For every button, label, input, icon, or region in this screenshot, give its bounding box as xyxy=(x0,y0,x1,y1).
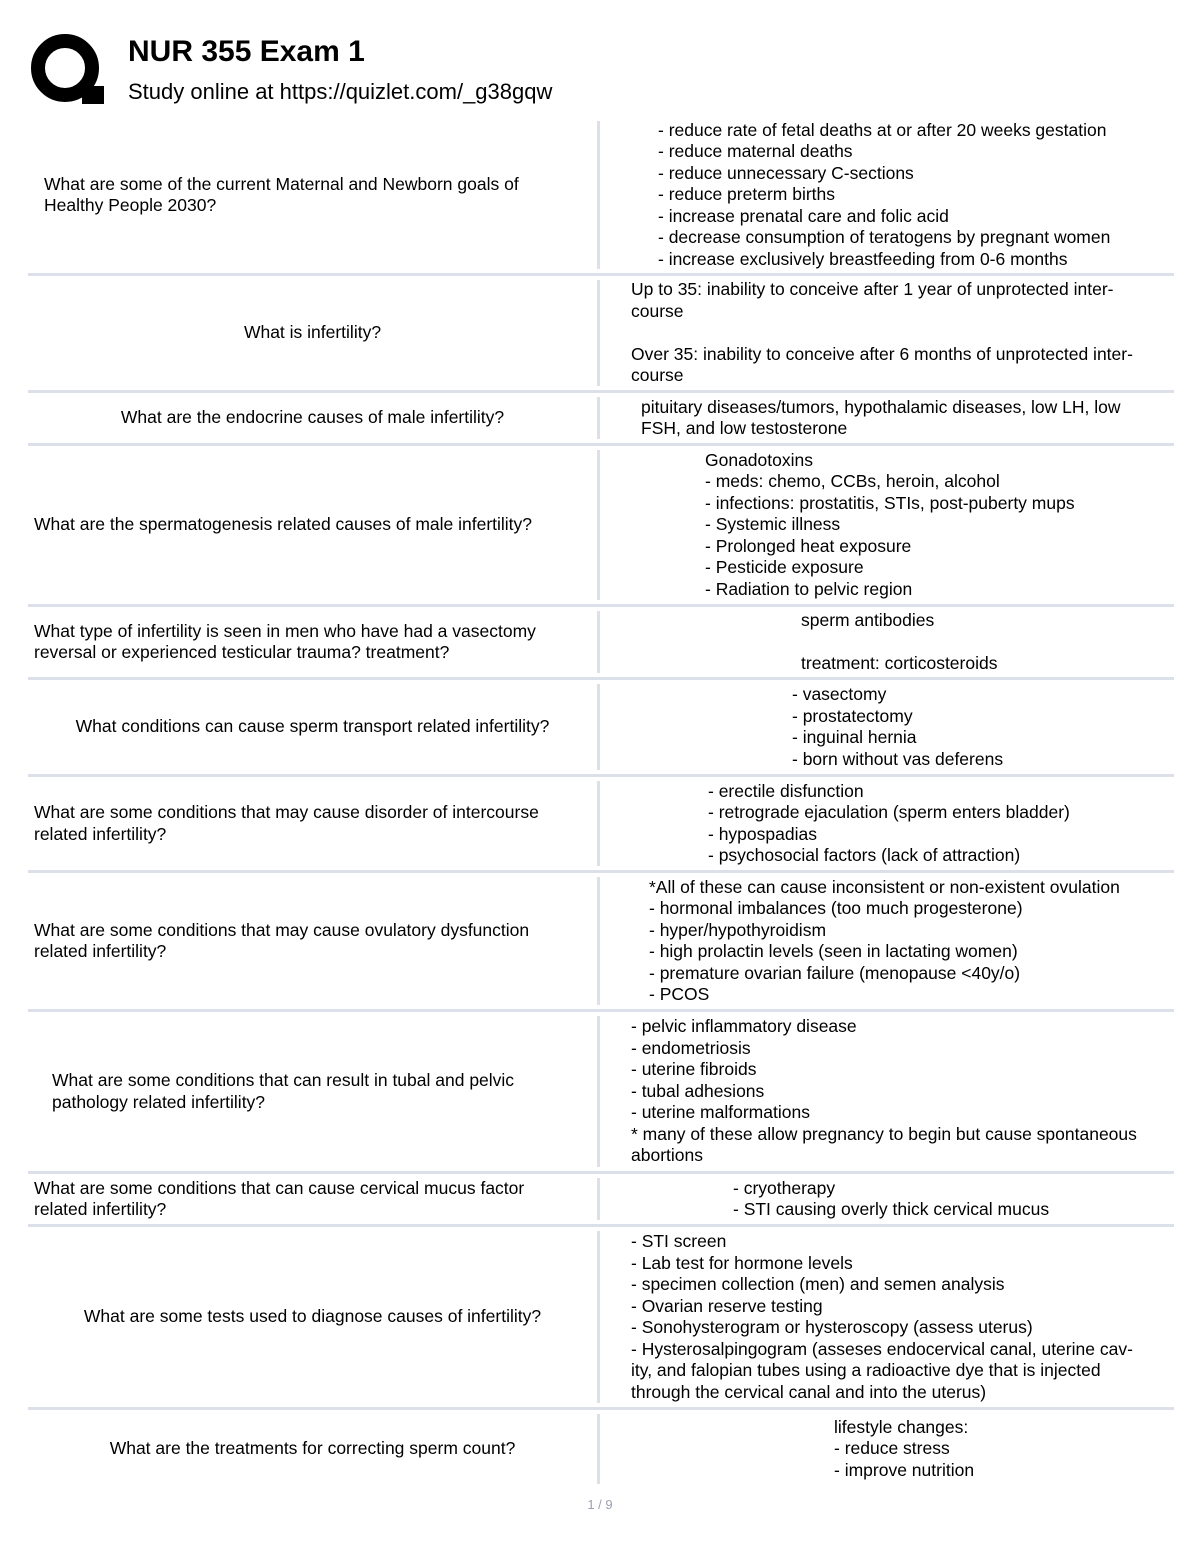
card-answer xyxy=(601,446,1174,604)
answer-text: - erectile disfunction - retrograde ejaculation (sperm enters bladder) - hypospadias - psychosocial factors (lack of attraction) xyxy=(708,780,1070,865)
column-divider xyxy=(597,684,600,770)
question-text: What are some conditions that can result in tubal and pelvic pathology related infertility? xyxy=(52,1070,515,1112)
question-text: What are some conditions that may cause disorder of intercourse related infertility? xyxy=(34,802,539,844)
question-text: What are the endocrine causes of male infertility? xyxy=(120,407,505,428)
set-url-subtitle: Study online at https://quizlet.com/_g38gqw xyxy=(128,79,553,104)
answer-text: Up to 35: inability to conceive after 1 year of unprotected inter- course Over 35: inability to conceive after 6 months of unprotected inter- course xyxy=(631,279,1133,386)
card-row xyxy=(28,607,1174,680)
card-row xyxy=(28,1012,1174,1174)
card-question xyxy=(28,777,597,870)
question-text: What are some conditions that may cause ovulatory dysfunction related infertility? xyxy=(34,919,530,961)
page-number: 1 / 9 xyxy=(587,1497,613,1512)
card-row xyxy=(28,393,1174,446)
column-divider xyxy=(597,611,600,673)
answer-text: *All of these can cause inconsistent or non-existent ovulation - hormonal imbalances (too much progesterone) - hyper/hypothyroidism - high prolactin levels (seen in lactating women) - premature ovarian failure (menopause <40y/o) - PCOS xyxy=(649,876,1120,1004)
card-answer xyxy=(601,1410,1174,1488)
card-answer xyxy=(601,680,1174,774)
column-divider xyxy=(597,280,600,386)
question-text: What are the spermatogenesis related causes of male infertility? xyxy=(34,514,533,535)
answer-text: pituitary diseases/tumors, hypothalamic diseases, low LH, low FSH, and low testosterone xyxy=(641,396,1121,438)
answer-text: lifestyle changes: - reduce stress - improve nutrition xyxy=(834,1416,975,1480)
card-row xyxy=(28,873,1174,1012)
card-question xyxy=(28,276,597,390)
column-divider xyxy=(597,121,600,269)
question-text: What type of infertility is seen in men who have had a vasectomy reversal or experienced testicular trauma? treatment? xyxy=(34,620,536,662)
card-question xyxy=(28,680,597,774)
column-divider xyxy=(597,877,600,1005)
page-header xyxy=(28,28,1178,112)
card-answer xyxy=(601,1174,1174,1224)
question-text: What are some of the current Maternal and Newborn goals of Healthy People 2030? xyxy=(44,173,519,215)
card-row xyxy=(28,680,1174,777)
column-divider xyxy=(597,1016,600,1167)
card-answer xyxy=(601,607,1174,677)
quizlet-logo-icon xyxy=(28,28,108,108)
card-question xyxy=(28,873,597,1009)
card-question xyxy=(28,1012,597,1171)
answer-text: - reduce rate of fetal deaths at or after 20 weeks gestation - reduce maternal deaths - reduce unnecessary C-sections - reduce preterm births - increase prenatal care and folic acid - decrease consumption of teratogens by pregnant women - increase exclusively breastfeeding from 0-6 months xyxy=(658,119,1111,269)
question-text: What is infertility? xyxy=(243,322,382,343)
card-answer xyxy=(601,1227,1174,1407)
card-answer xyxy=(601,117,1174,273)
column-divider xyxy=(597,1414,600,1484)
question-text: What are some tests used to diagnose causes of infertility? xyxy=(83,1306,542,1327)
column-divider xyxy=(597,781,600,866)
card-question xyxy=(28,607,597,677)
card-row xyxy=(28,276,1174,393)
card-question xyxy=(28,1227,597,1407)
answer-text: - vasectomy - prostatectomy - inguinal hernia - born without vas deferens xyxy=(792,684,1004,769)
question-text: What conditions can cause sperm transport related infertility? xyxy=(75,716,550,737)
card-answer xyxy=(601,276,1174,390)
answer-text: - STI screen - Lab test for hormone levels - specimen collection (men) and semen analysis - Ovarian reserve testing - Sonohysterogram or hysteroscopy (assess uterus) - Hysterosalpingogram (asseses endocervical canal, uterine cav- ity, and falopian tubes using a radioactive dye that is injected through the cervical canal and into the uterus) xyxy=(631,1231,1133,1402)
answer-text: Gonadotoxins - meds: chemo, CCBs, heroin, alcohol - infections: prostatitis, STIs, post-puberty mups - Systemic illness - Prolonged heat exposure - Pesticide exposure - Radiation to pelvic region xyxy=(705,449,1075,599)
card-row xyxy=(28,1227,1174,1410)
card-answer xyxy=(601,1012,1174,1171)
column-divider xyxy=(597,450,600,600)
card-question xyxy=(28,117,597,273)
column-divider xyxy=(597,1178,600,1220)
column-divider xyxy=(597,397,600,439)
column-divider xyxy=(597,1231,600,1403)
answer-text: sperm antibodies treatment: corticosteroids xyxy=(801,609,998,673)
card-question xyxy=(28,393,597,443)
question-text: What are the treatments for correcting sperm count? xyxy=(109,1438,516,1459)
card-answer xyxy=(601,393,1174,443)
card-row xyxy=(28,1174,1174,1227)
answer-text: - cryotherapy - STI causing overly thick cervical mucus xyxy=(733,1177,1050,1219)
card-question xyxy=(28,446,597,604)
card-question xyxy=(28,1174,597,1224)
card-row xyxy=(28,1410,1174,1488)
card-row xyxy=(28,446,1174,607)
card-question xyxy=(28,1410,597,1488)
question-text: What are some conditions that can cause cervical mucus factor related infertility? xyxy=(34,1177,525,1219)
card-row xyxy=(28,117,1174,276)
set-title: NUR 355 Exam 1 xyxy=(128,35,365,68)
card-answer xyxy=(601,777,1174,870)
card-row xyxy=(28,777,1174,873)
card-answer xyxy=(601,873,1174,1009)
answer-text: - pelvic inflammatory disease - endometriosis - uterine fibroids - tubal adhesions - uterine malformations * many of these allow pregnancy to begin but cause spontaneous abortions xyxy=(631,1016,1137,1166)
